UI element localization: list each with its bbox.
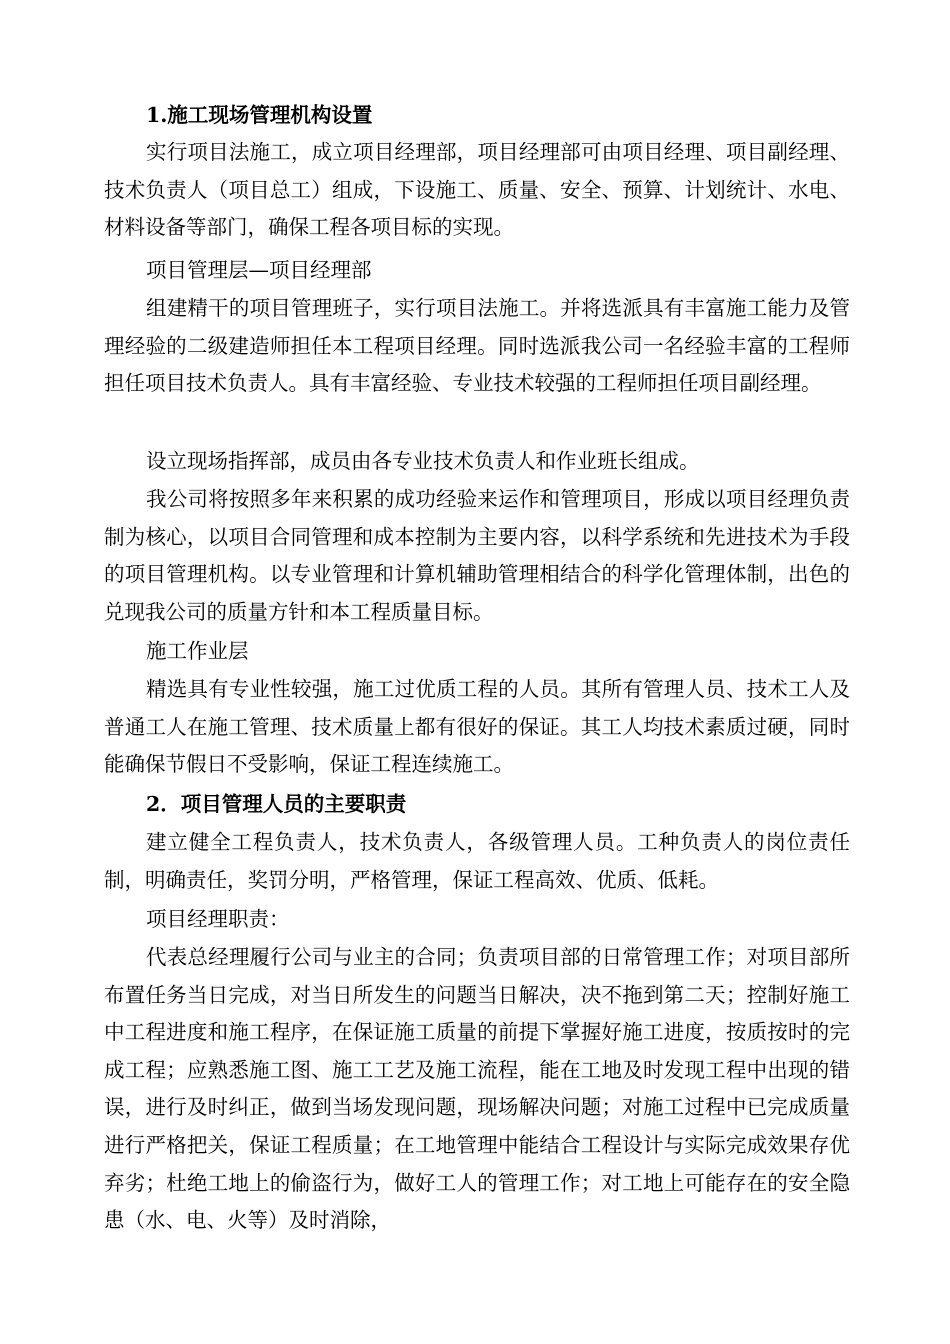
- paragraph-staff-selection: 精选具有专业性较强，施工过优质工程的人员。其所有管理人员、技术工人及普通工人在施工管理、技术质量上都有很好的保证。其工人均技术素质过硬，同时能确保节假日不受影响，保证工程连续施工。: [104, 677, 850, 777]
- paragraph-company-experience: 我公司将按照多年来积累的成功经验来运作和管理项目，形成以项目经理负责制为核心，以项目合同管理和成本控制为主要内容，以科学系统和先进技术为手段的项目管理机构。以专业管理和计算机辅助管理相结合的科学化管理体制，出色的兑现我公司的质量方针和本工程质量目标。: [104, 487, 850, 624]
- paragraph-org-setup: 实行项目法施工，成立项目经理部，项目经理部可由项目经理、项目副经理、技术负责人（项目总工）组成，下设施工、质量、安全、预算、计划统计、水电、材料设备等部门，确保工程各项目标的实现。: [104, 140, 850, 240]
- paragraph-responsibility-system: 建立健全工程负责人，技术负责人，各级管理人员。工种负责人的岗位责任制，明确责任，奖罚分明，严格管理，保证工程高效、优质、低耗。: [104, 830, 850, 892]
- paragraph-site-command: 设立现场指挥部，成员由各专业技术负责人和作业班长组成。: [146, 449, 700, 473]
- paragraph-work-layer: 施工作业层: [146, 639, 249, 663]
- paragraph-team-setup: 组建精干的项目管理班子，实行项目法施工。并将选派具有丰富施工能力及管理经验的二级建造师担任本工程项目经理。同时选派我公司一名经验丰富的工程师担任项目技术负责人。具有丰富经验、专业技术较强的工程师担任项目副经理。: [104, 296, 850, 396]
- paragraph-management-layer: 项目管理层—项目经理部: [146, 258, 372, 282]
- section-heading-1: 1.施工现场管理机构设置: [146, 103, 373, 127]
- paragraph-pm-duties: 代表总经理履行公司与业主的合同；负责项目部的日常管理工作；对项目部所布置任务当日完成，对当日所发生的问题当日解决，决不拖到第二天；控制好施工中工程进度和施工程序，在保证施工质量的前提下掌握好施工进度，按质按时的完成工程；应熟悉施工图、施工工艺及施工流程，能在工地及时发现工程中出现的错误，进行及时纠正，做到当场发现问题，现场解决问题；对施工过程中已完成质量进行严格把关，保证工程质量；在工地管理中能结合工程设计与实际完成效果存优弃劣；杜绝工地上的偷盗行为，做好工人的管理工作；对工地上可能存在的安全隐患（水、电、火等）及时消除，: [104, 945, 850, 1233]
- paragraph-pm-duties-label: 项目经理职责：: [146, 907, 290, 931]
- section-heading-2: 2．项目管理人员的主要职责: [146, 792, 407, 816]
